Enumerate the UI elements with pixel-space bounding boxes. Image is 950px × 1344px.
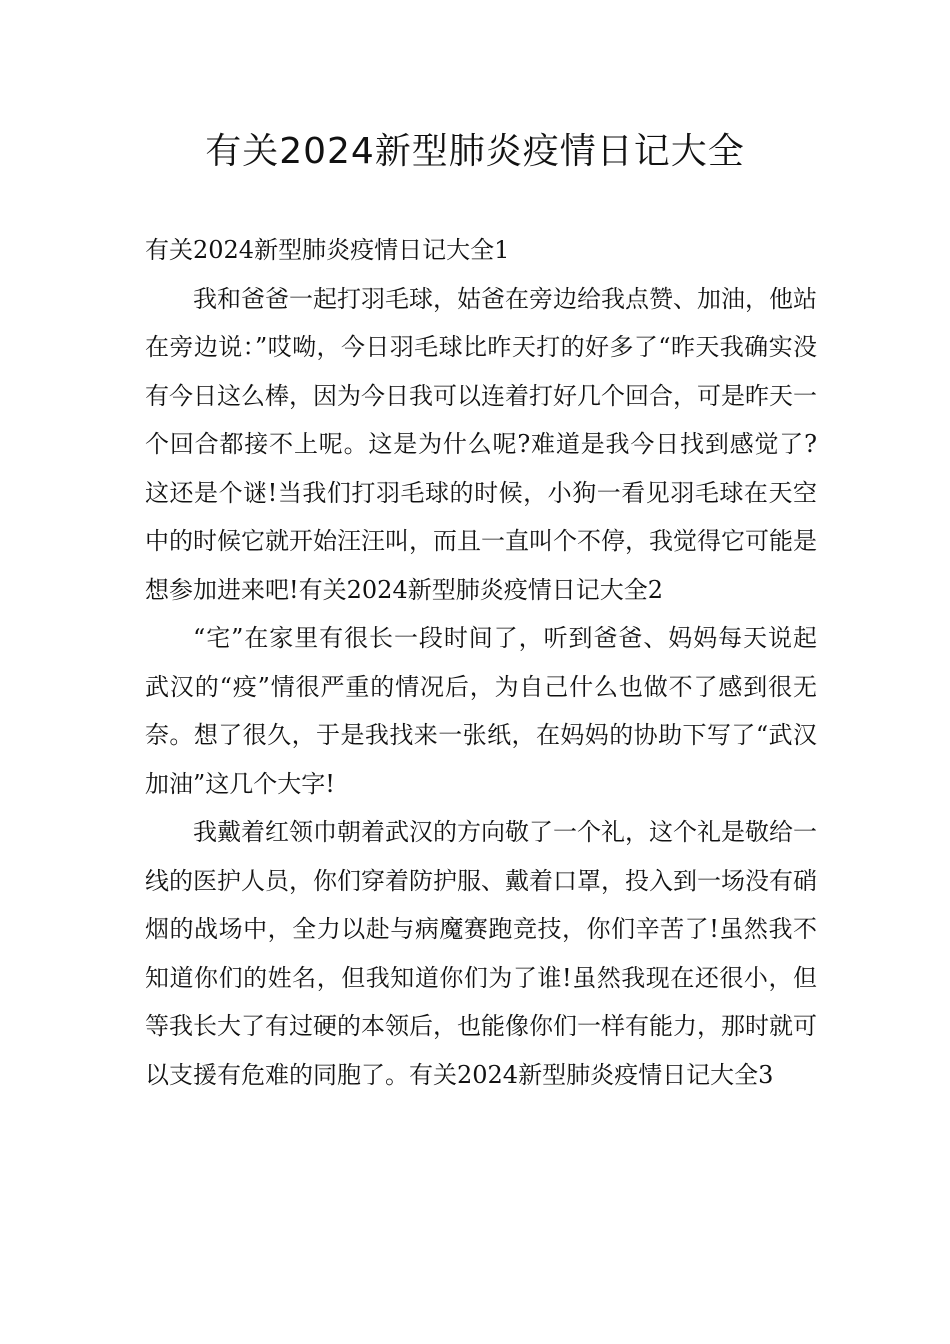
paragraph-heading-1: 有关2024新型肺炎疫情日记大全1 <box>145 236 510 264</box>
paragraph: “宅”在家里有很长一段时间了，听到爸爸、妈妈每天说起武汉的“疫”情很严重的情况后，为自己什么也做不了感到很无奈。想了很久，于是我找来一张纸，在妈妈的协助下写了“武汉加油”这几个大字! <box>145 624 817 798</box>
paragraph: 我戴着红领巾朝着武汉的方向敬了一个礼，这个礼是敬给一线的医护人员，你们穿着防护服、戴着口罩，投入到一场没有硝烟的战场中，全力以赴与病魔赛跑竞技，你们辛苦了!虽然我不知道你们的姓名，但我知道你们为了谁!虽然我现在还很小，但等我长大了有过硬的本领后，也能像你们一样有能力，那时就可以支援有危难的同胞了。有关2024新型肺炎疫情日记大全3 <box>145 818 817 1089</box>
document-body <box>145 226 817 1099</box>
document-title: 有关2024新型肺炎疫情日记大全 <box>205 131 745 172</box>
paragraph: 我和爸爸一起打羽毛球，姑爸在旁边给我点赞、加油，他站在旁边说：”哎呦，今日羽毛球比昨天打的好多了“昨天我确实没有今日这么棒，因为今日我可以连着打好几个回合，可是昨天一个回合都接不上呢。这是为什么呢?难道是我今日找到感觉了?这还是个谜!当我们打羽毛球的时候，小狗一看见羽毛球在天空中的时候它就开始汪汪叫，而且一直叫个不停，我觉得它可能是想参加进来吧!有关2024新型肺炎疫情日记大全2 <box>145 284 817 604</box>
